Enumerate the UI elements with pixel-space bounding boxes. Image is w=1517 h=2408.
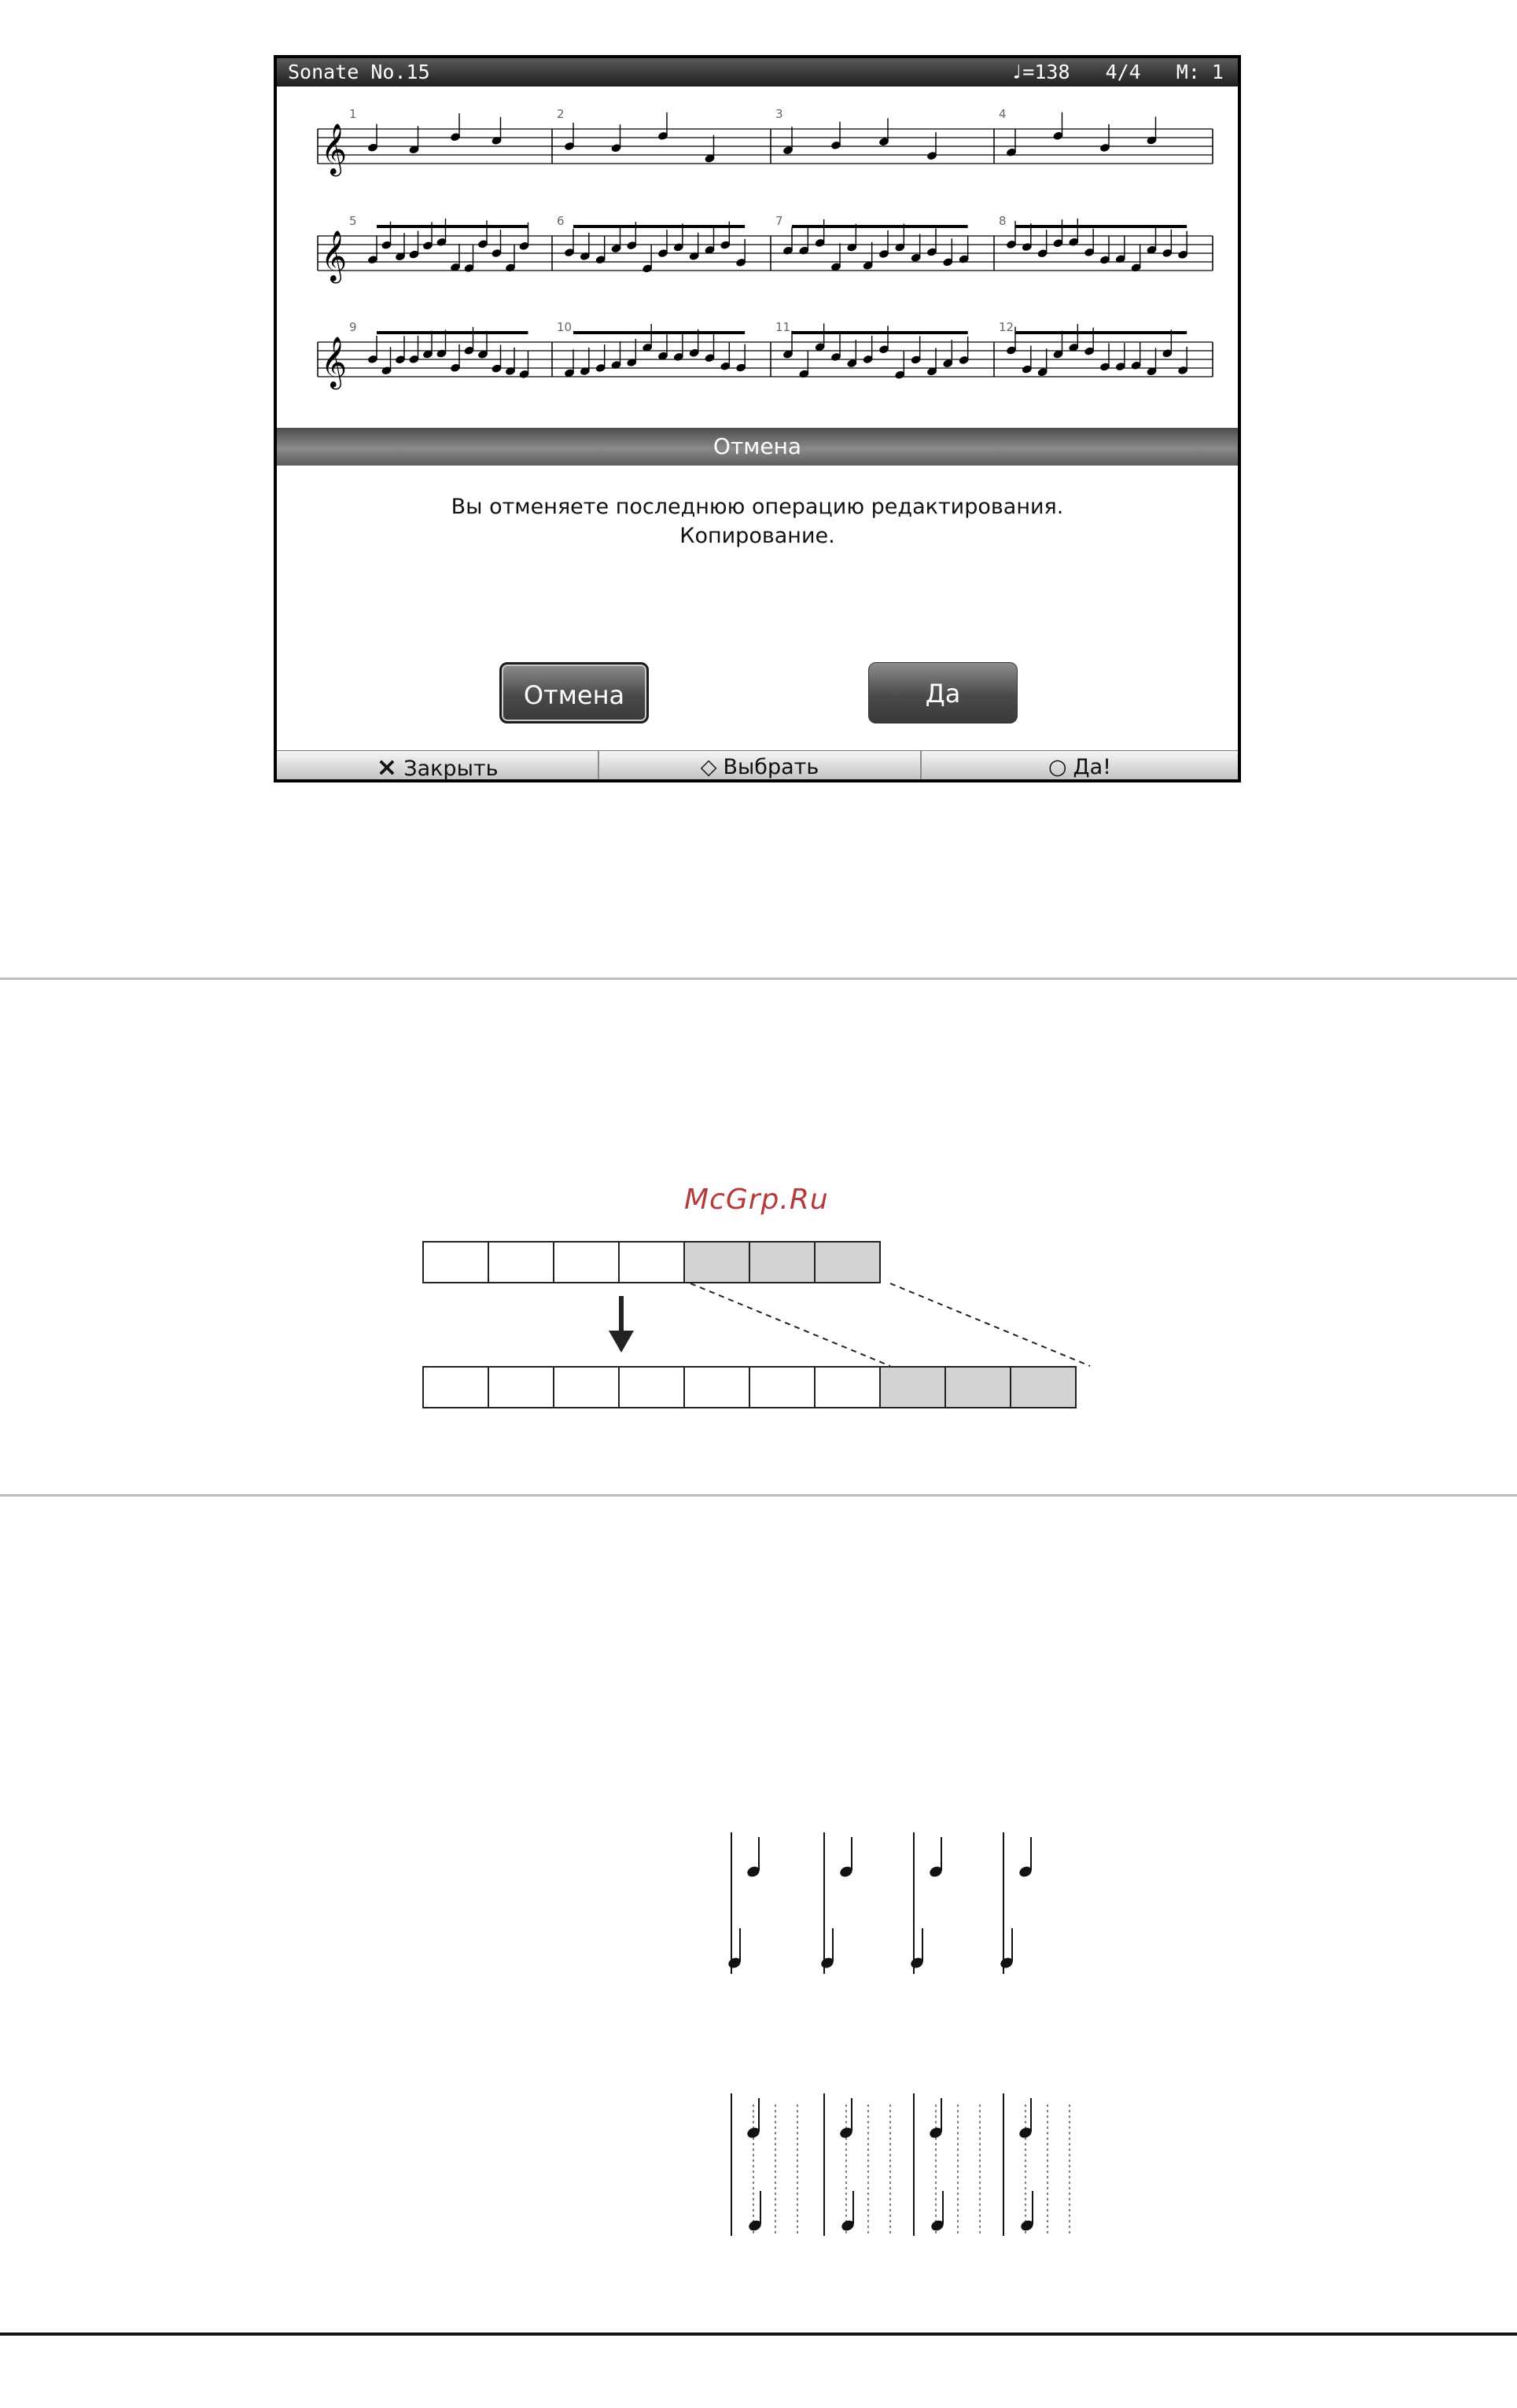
measure-number: 7 <box>775 214 783 228</box>
treble-clef-icon: 𝄞 <box>321 230 348 282</box>
close-icon: × <box>376 752 398 782</box>
treble-clef-icon: 𝄞 <box>321 123 348 175</box>
time-signature-display: 4/4 <box>1105 61 1141 83</box>
dialog-title: Отмена <box>712 433 802 459</box>
yes-button[interactable]: Да <box>868 662 1018 724</box>
song-title: Sonate No.15 <box>288 61 430 83</box>
dialog-message-line1: Вы отменяете последнюю операцию редактирования. <box>451 495 1064 519</box>
dpad-icon: ◇ <box>700 755 717 779</box>
treble-clef-icon: 𝄞 <box>321 337 348 388</box>
select-label: Выбрать <box>723 755 819 779</box>
measure-number: 12 <box>999 320 1014 334</box>
measure-number: 4 <box>999 107 1007 121</box>
measure-number: 9 <box>349 320 357 334</box>
measure-number: 3 <box>775 107 783 121</box>
measure-number: 6 <box>557 214 565 228</box>
measure-number: 8 <box>999 214 1007 228</box>
circle-icon: ○ <box>1048 755 1067 779</box>
ok-label: Да! <box>1073 755 1112 779</box>
cancel-button[interactable]: Отмена <box>499 662 649 724</box>
measure-number: 11 <box>775 320 791 334</box>
dialog-message-line2: Копирование. <box>679 524 835 548</box>
measure-number: 2 <box>557 107 565 121</box>
tempo-display: ♩=138 <box>1011 61 1070 83</box>
measure-display: M: 1 <box>1176 61 1224 83</box>
measure-number: 1 <box>349 107 357 121</box>
watermark: McGrp.Ru <box>684 1184 829 1216</box>
measure-number: 10 <box>557 320 573 334</box>
measure-number: 5 <box>349 214 357 228</box>
close-label: Закрыть <box>403 757 499 781</box>
